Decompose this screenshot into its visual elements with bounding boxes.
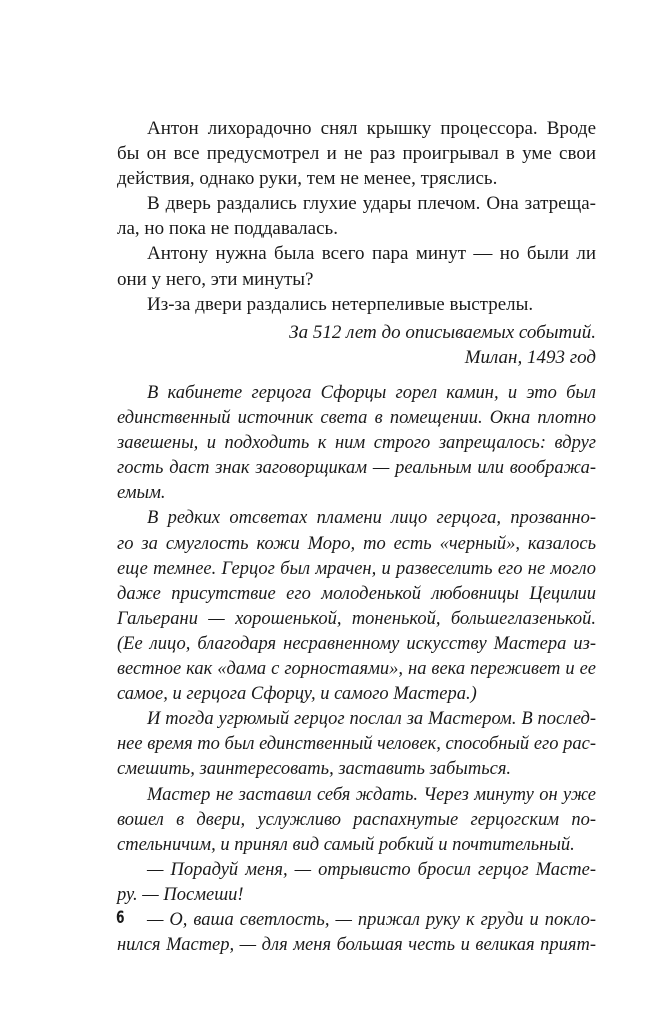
text-line: еще темнее. Герцог был мрачен, и развеселить его не могло xyxy=(117,558,596,579)
text-line: (Ее лицо, благодаря несравненному искусству Мастера из- xyxy=(117,633,596,654)
page-number: 6 xyxy=(116,908,125,928)
text-line: единственный источник света в помещении. Окна плотно xyxy=(117,408,596,429)
text-line: гость даст знак заговорщикам — реальным или вообража- xyxy=(117,458,596,479)
text-line: го за смуглость кожи Моро, то есть «черный», казалось xyxy=(117,533,596,554)
text-line: Из-за двери раздались нетерпеливые выстрелы. xyxy=(147,293,534,315)
text-line: вестное как «дама с горностаями», на века переживет и ее xyxy=(117,659,596,680)
text-line: бы он все предусмотрел и не раз проигрывал в уме свои xyxy=(117,143,596,165)
text-line: — Порадуй меня, — отрывисто бросил герцог Масте- xyxy=(147,859,596,880)
text-line: нился Мастер, — для меня большая честь и великая прият- xyxy=(117,935,596,956)
text-line: даже присутствие его молоденькой любовницы Цецилии xyxy=(117,583,596,604)
text-line: В дверь раздались глухие удары плечом. Она затреща- xyxy=(147,193,596,215)
text-line: ла, но пока не поддавалась. xyxy=(117,218,338,240)
epigraph-line: За 512 лет до описываемых событий. xyxy=(289,322,596,343)
text-line: завешены, и подходить к ним строго запрещалось: вдруг xyxy=(117,433,596,454)
text-line: стельничим, и принял вид самый робкий и почтительный. xyxy=(117,834,575,855)
text-line: Мастер не заставил себя ждать. Через минуту он уже xyxy=(147,784,596,805)
text-line: Гальерани — хорошенькой, тоненькой, большеглазенькой. xyxy=(117,608,596,629)
text-line: В редких отсветах пламени лицо герцога, прозванно- xyxy=(147,508,596,529)
text-line: они у него, эти минуты? xyxy=(117,268,314,290)
text-line: вошел в двери, услужливо распахнутые герцогским по- xyxy=(117,809,596,830)
text-line: смешить, заинтересовать, заставить забыться. xyxy=(117,759,512,780)
text-line: действия, однако руки, тем не менее, тряслись. xyxy=(117,168,498,190)
text-line: И тогда угрюмый герцог послал за Мастером. В послед- xyxy=(147,709,596,730)
text-line: — О, ваша светлость, — прижал руку к груди и покло- xyxy=(147,909,596,930)
text-line: емым. xyxy=(117,483,166,504)
text-line: самое, и герцога Сфорцу, и самого Мастера.) xyxy=(117,684,477,705)
opening-section xyxy=(117,116,596,317)
text-line: В кабинете герцога Сфорцы горел камин, и это был xyxy=(147,383,596,403)
flashback-section xyxy=(117,381,596,958)
text-line: Антону нужна была всего пара минут — но были ли xyxy=(147,243,596,265)
text-line: ру. — Посмеши! xyxy=(117,884,244,905)
text-line: нее время то был единственный человек, способный его рас- xyxy=(117,734,596,755)
epigraph-line: Милан, 1493 год xyxy=(464,347,596,369)
epigraph xyxy=(117,320,596,370)
text-line: Антон лихорадочно снял крышку процессора. Вроде xyxy=(147,118,596,139)
